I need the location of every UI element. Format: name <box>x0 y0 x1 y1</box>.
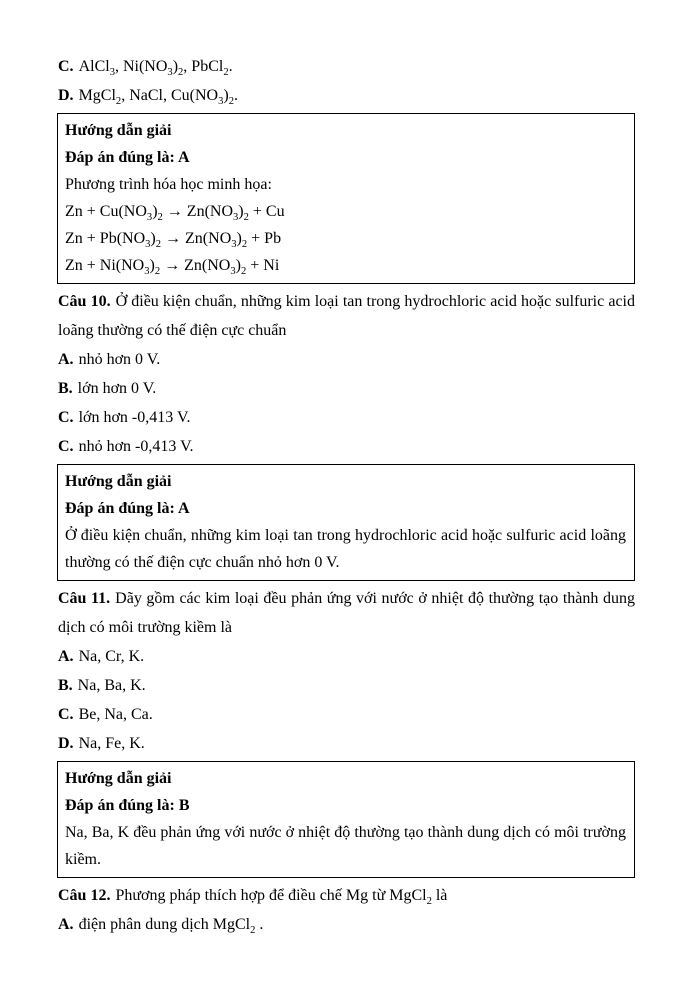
option-label: B. <box>58 380 73 397</box>
option-label: C. <box>58 409 74 426</box>
q9-option-c <box>58 52 635 81</box>
option-label: A. <box>58 648 74 665</box>
q11-option-b <box>58 671 635 700</box>
chemical-equation: $Zn + Pb(NO_3)_2 \to Zn(NO_3)_2 + Pb$ <box>65 230 282 251</box>
option-text: nhỏ hơn 0 V. <box>78 351 161 368</box>
option-label: C. <box>58 706 74 723</box>
q9-option-d <box>58 81 635 110</box>
question-number: Câu 12. <box>58 887 111 904</box>
question-text: Phương pháp thích hợp để điều chế Mg từ MgCl$_2$ là <box>115 887 448 908</box>
option-text: MgCl$_2$, NaCl, $Cu(NO_3)_2$. <box>78 87 238 108</box>
option-text: AlCl$_3$, $Ni(NO_3)_2$, PbCl$_2$. <box>78 58 233 79</box>
option-text: Na, Ba, K. <box>77 677 146 694</box>
q11-solution-box <box>57 761 635 878</box>
q11-option-d <box>58 729 635 758</box>
solution-answer: Đáp án đúng là: A <box>65 149 190 166</box>
question-number: Câu 10. <box>58 293 111 310</box>
option-label: C. <box>58 58 74 75</box>
q10-solution-box <box>57 464 635 581</box>
q10-option-c1 <box>58 403 635 432</box>
option-label: B. <box>58 677 73 694</box>
solution-answer: Đáp án đúng là: A <box>65 500 190 517</box>
q10-question <box>58 287 635 345</box>
solution-intro: Phương trình hóa học minh họa: <box>65 176 272 193</box>
solution-answer: Đáp án đúng là: B <box>65 797 190 814</box>
solution-body: Ở điều kiện chuẩn, những kim loại tan trong hydrochloric acid hoặc sulfuric acid loãng thường có thế điện cực chuẩn nhỏ hơn 0 V. <box>65 527 626 571</box>
option-label: C. <box>58 438 74 455</box>
q9-solution-box <box>57 113 635 284</box>
option-label: A. <box>58 916 74 933</box>
q10-option-a <box>58 345 635 374</box>
chemical-equation: $Zn + Ni(NO_3)_2 \to Zn(NO_3)_2 + Ni$ <box>65 257 280 278</box>
question-number: Câu 11. <box>58 590 111 607</box>
option-label: D. <box>58 87 74 104</box>
question-text: Ở điều kiện chuẩn, những kim loại tan trong hydrochloric acid hoặc sulfuric acid loãng thường có thế điện cực chuẩn <box>58 293 635 339</box>
q10-option-b <box>58 374 635 403</box>
q11-option-c <box>58 700 635 729</box>
solution-heading: Hướng dẫn giải <box>65 770 172 787</box>
question-text: Dãy gồm các kim loại đều phản ứng với nước ở nhiệt độ thường tạo thành dung dịch có môi trường kiềm là <box>58 590 635 636</box>
q12-question <box>58 881 635 910</box>
solution-body: Na, Ba, K đều phản ứng với nước ở nhiệt độ thường tạo thành dung dịch có môi trường kiềm. <box>65 824 626 868</box>
solution-heading: Hướng dẫn giải <box>65 473 172 490</box>
option-text: Na, Fe, K. <box>78 735 145 752</box>
option-text: nhỏ hơn -0,413 V. <box>78 438 194 455</box>
q12-option-a <box>58 910 635 939</box>
chemical-equation: $Zn + Cu(NO_3)_2 \to Zn(NO_3)_2 + Cu$ <box>65 203 285 224</box>
q11-question <box>58 584 635 642</box>
solution-heading: Hướng dẫn giải <box>65 122 172 139</box>
option-text: điện phân dung dịch MgCl$_2$ . <box>78 916 264 937</box>
option-text: Na, Cr, K. <box>78 648 145 665</box>
option-text: Be, Na, Ca. <box>78 706 153 723</box>
option-text: lớn hơn 0 V. <box>77 380 157 397</box>
option-label: A. <box>58 351 74 368</box>
q10-option-c2 <box>58 432 635 461</box>
q11-option-a <box>58 642 635 671</box>
option-text: lớn hơn -0,413 V. <box>78 409 191 426</box>
option-label: D. <box>58 735 74 752</box>
